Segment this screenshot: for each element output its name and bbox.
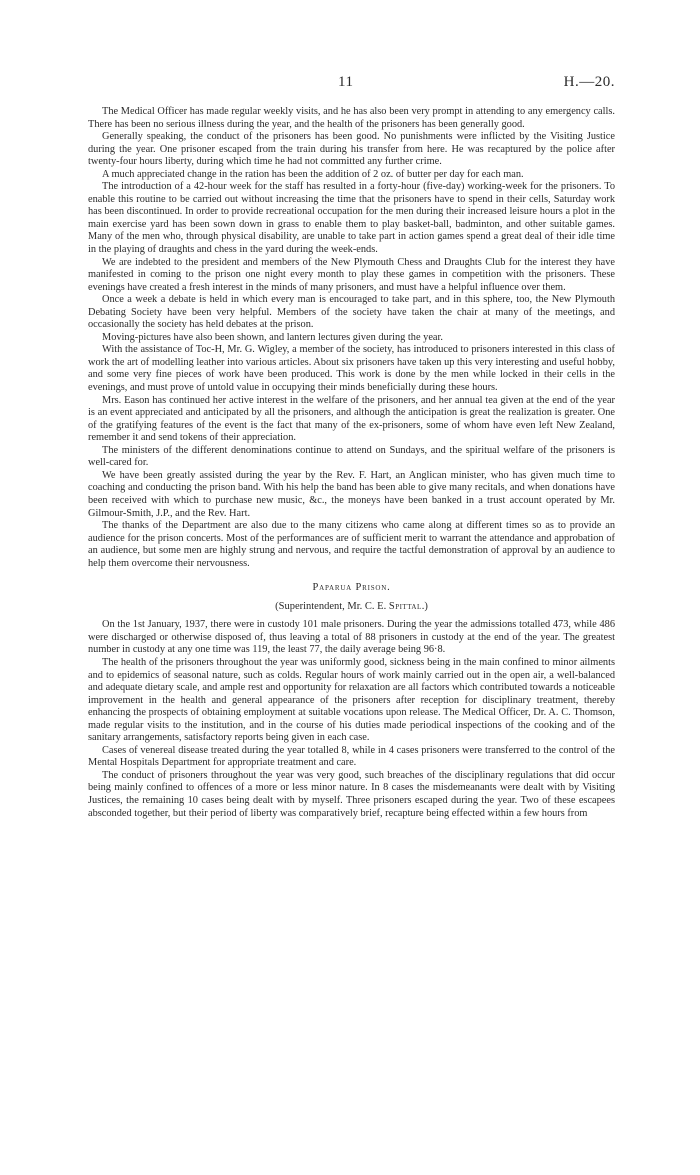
paragraph: The conduct of prisoners throughout the year was very good, such breaches of the disciplinary regulations that did occur being mainly confined to offences of a more or less minor nature. In 8 cases the misdemeanants were dealt with by Visiting Justices, the remaining 10 cases being dealt with by myself. Three prisoners escaped during the year. Two of these escapees absconded together, but their period of liberty was comparatively brief, recapture being effected within a few hours from [88,769,615,819]
document-reference: H.—20. [563,74,615,90]
section-heading: Paparua Prison. [312,582,391,594]
paragraph: Mrs. Eason has continued her active interest in the welfare of the prisoners, and her annual tea given at the end of the year is an event appreciated and anticipated by all the prisoners, and although the anticipation is great the realization is greater. One of the gratifying features of the event is the fact that many of the ex-prisoners, some of whom have even left New Zealand, remember it and send tokens of their appreciation. [88,394,615,444]
paragraph: We have been greatly assisted during the year by the Rev. F. Hart, an Anglican minister, who has given much time to coaching and conducting the prison band. With his help the band has been able to give many recitals, and when donations have been received with which to purchase new music, &c., the moneys have been banked in a trust account operated by Mr. Gilmour-Smith, J.P., and the Rev. Hart. [88,469,615,519]
paragraph: The ministers of the different denominations continue to attend on Sundays, and the spiritual welfare of the prisoners is well-cared for. [88,444,615,469]
report-body [88,106,615,820]
document-page [88,74,615,820]
paragraph: The health of the prisoners throughout the year was uniformly good, sickness being in the main confined to minor ailments and to epidemics of seasonal nature, such as colds. Regular hours of work mainly carried out in the open air, a well-balanced and adequate dietary scale, and ample rest and opportunity for relaxation are all factors which contributed towards a noticeable improvement in the health and general appearance of the prisoners after reception for disciplinary treatment, thereby enhancing the prospects of obtaining employment at suitable vocations upon release. The Medical Officer, Dr. A. C. Thomson, made regular visits to the institution, and in the course of his duties made periodical inspections of the cooking and of the sanitary arrangements, satisfactory reports being given in each case. [88,656,615,744]
paragraph: Cases of venereal disease treated during the year totalled 8, while in 4 cases prisoners were transferred to the control of the Mental Hospitals Department for appropriate treatment and care. [88,744,615,769]
subheading-prefix: (Superintendent, Mr. C. E. [275,600,389,612]
paragraph: The introduction of a 42-hour week for the staff has resulted in a forty-hour (five-day) working-week for the prisoners. To enable this routine to be carried out without increasing the time that the prisoners have to spend in their cells, Saturday work has been discontinued. In order to provide recreational occupation for the men during their increased leisure hours a plot in the main exercise yard has been sown down in grass to enable them to play basket-ball, badminton, and other suitable games. Many of the men who, through physical disability, are unable to take part in action games spend a great deal of their idle time in the playing of draughts and chess in the yard during the week-ends. [88,181,615,256]
paragraph: We are indebted to the president and members of the New Plymouth Chess and Draughts Club for the interest they have manifested in coming to the prison one night every month to play these games in competition with the prisoners. These evenings have created a fresh interest in the minds of many prisoners, and must have a helpful influence over them. [88,256,615,293]
paragraph: Once a week a debate is held in which every man is encouraged to take part, and in this sphere, too, the New Plymouth Debating Society have been very helpful. Members of the society have taken the chair at many of the meetings, and occasionally the society has held debates at the prison. [88,294,615,331]
paragraph: A much appreciated change in the ration has been the addition of 2 oz. of butter per day for each man. [102,168,524,180]
paragraph: On the 1st January, 1937, there were in custody 101 male prisoners. During the year the admissions totalled 473, while 486 were discharged or otherwise disposed of, thus leaving a total of 88 prisoners in custody at the end of the year. The greatest number in custody at any one time was 119, the least 77, the daily average being 96·8. [88,619,615,656]
section-subheading [88,601,615,614]
paragraph: Generally speaking, the conduct of the prisoners has been good. No punishments were inflicted by the Visiting Justice during the year. One prisoner escaped from the train during his transfer from here. He was recaptured by the police after twenty-four hours liberty, during which time he had not committed any further crime. [88,131,615,168]
paragraph: The Medical Officer has made regular weekly visits, and he has also been very prompt in attending to any emergency calls. There has been no serious illness during the year, and the health of the prisoners has been generally good. [88,106,615,130]
paragraph: The thanks of the Department are also due to the many citizens who came along at different times so as to provide an audience for the prison concerts. Most of the performances are of sufficient merit to warrant the attendance and approbation of an audience, but some men are highly strung and nervous, and require the tactful demonstration of approval by an audience to help them overcome their nervousness. [88,520,615,569]
paragraph: With the assistance of Toc-H, Mr. G. Wigley, a member of the society, has introduced to prisoners interested in this class of work the art of modelling leather into various articles. About six prisoners have taken up this very interesting and useful hobby, and some very fine pieces of work have been produced. This work is done by the men while locked in their cells in the evenings, and must prove of untold value in occupying their minds beneficially during these hours. [88,344,615,394]
page-header [88,74,615,96]
superintendent-name: Spittal [388,600,422,612]
subheading-suffix: .) [421,600,428,612]
paragraph: Moving-pictures have also been shown, and lantern lectures given during the year. [102,331,443,343]
page-number: 11 [338,74,354,90]
